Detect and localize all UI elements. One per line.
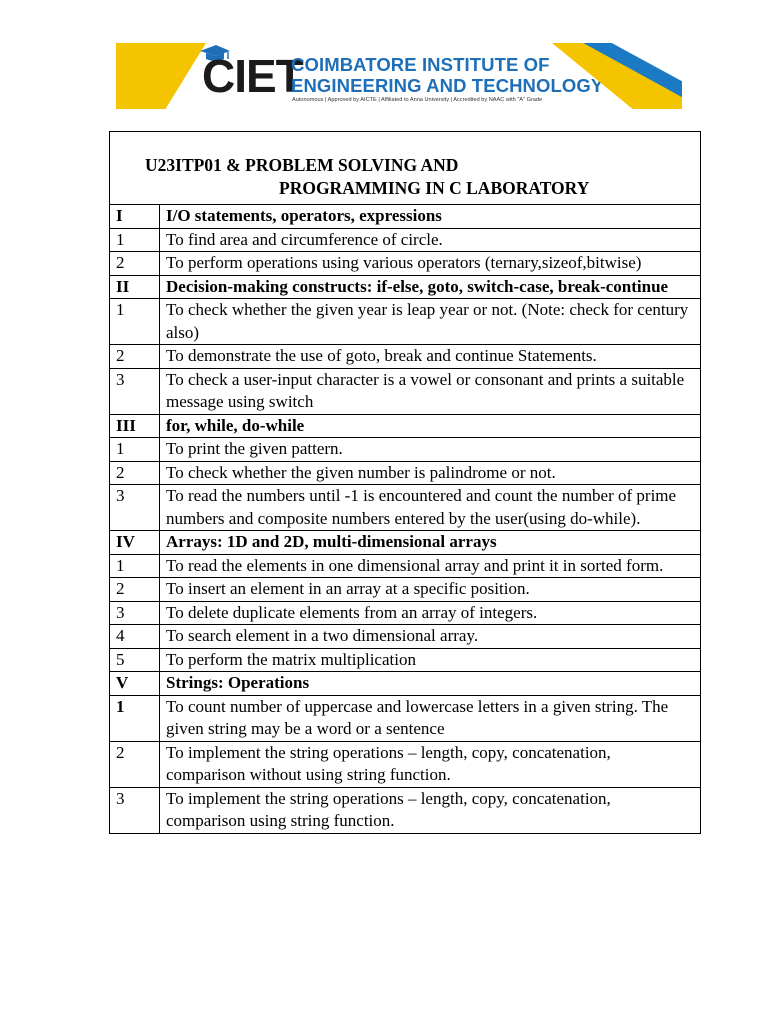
experiment-number: 3 (110, 601, 160, 625)
institution-name-line1: COIMBATORE INSTITUTE OF (291, 54, 550, 75)
experiment-row (110, 741, 701, 787)
experiment-description: To search element in a two dimensional array. (160, 625, 701, 649)
unit-number: V (110, 672, 160, 696)
institution-accreditation: Autonomous | Approved by AICTE | Affiliated to Anna University | Accredited by NAAC with "A" Grade (292, 97, 543, 103)
unit-heading-row (110, 672, 701, 696)
course-title-line2: PROGRAMMING IN C LABORATORY (279, 178, 590, 198)
experiment-row (110, 625, 701, 649)
course-title (110, 132, 701, 205)
experiment-number: 3 (110, 485, 160, 531)
experiment-description: To find area and circumference of circle. (160, 228, 701, 252)
logo-wordmark: CIET (202, 50, 303, 102)
experiment-row (110, 368, 701, 414)
unit-title: I/O statements, operators, expressions (160, 205, 701, 229)
banner-left-stripe (116, 43, 206, 109)
experiment-number: 1 (110, 554, 160, 578)
experiment-number: 2 (110, 578, 160, 602)
experiment-row (110, 485, 701, 531)
unit-number: II (110, 275, 160, 299)
unit-heading-row (110, 275, 701, 299)
experiment-number: 1 (110, 695, 160, 741)
unit-number: IV (110, 531, 160, 555)
experiment-row (110, 345, 701, 369)
experiment-description: To implement the string operations – length, copy, concatenation, comparison using string function. (160, 787, 701, 833)
experiment-row (110, 228, 701, 252)
unit-title: for, while, do-while (160, 414, 701, 438)
unit-title: Strings: Operations (160, 672, 701, 696)
unit-heading-row (110, 531, 701, 555)
experiment-number: 4 (110, 625, 160, 649)
experiment-description: To check whether the given year is leap year or not. (Note: check for century also) (160, 299, 701, 345)
experiment-number: 2 (110, 345, 160, 369)
experiment-row (110, 787, 701, 833)
institution-banner (116, 43, 682, 109)
experiment-row (110, 554, 701, 578)
unit-title: Arrays: 1D and 2D, multi-dimensional arrays (160, 531, 701, 555)
unit-heading-row (110, 205, 701, 229)
experiment-row (110, 578, 701, 602)
experiment-number: 2 (110, 252, 160, 276)
experiment-number: 2 (110, 461, 160, 485)
experiment-description: To read the numbers until -1 is encountered and count the number of prime numbers and composite numbers entered by the user(using do-while). (160, 485, 701, 531)
experiment-description: To implement the string operations – length, copy, concatenation, comparison without using string function. (160, 741, 701, 787)
experiment-number: 1 (110, 299, 160, 345)
banner-right-stripe (552, 43, 682, 109)
institution-name-line2: ENGINEERING AND TECHNOLOGY (291, 75, 604, 96)
experiment-description: To perform the matrix multiplication (160, 648, 701, 672)
unit-heading-row (110, 414, 701, 438)
unit-title: Decision-making constructs: if-else, goto, switch-case, break-continue (160, 275, 701, 299)
experiment-description: To demonstrate the use of goto, break and continue Statements. (160, 345, 701, 369)
syllabus-table (109, 131, 701, 834)
experiment-description: To check a user-input character is a vowel or consonant and prints a suitable message using switch (160, 368, 701, 414)
experiment-row (110, 648, 701, 672)
experiment-description: To read the elements in one dimensional array and print it in sorted form. (160, 554, 701, 578)
unit-number: I (110, 205, 160, 229)
experiment-description: To count number of uppercase and lowercase letters in a given string. The given string may be a word or a sentence (160, 695, 701, 741)
experiment-description: To print the given pattern. (160, 438, 701, 462)
experiment-row (110, 438, 701, 462)
course-title-row (110, 132, 701, 205)
experiment-row (110, 601, 701, 625)
experiment-row (110, 252, 701, 276)
course-title-line1: U23ITP01 & PROBLEM SOLVING AND (145, 155, 459, 175)
experiment-number: 1 (110, 228, 160, 252)
experiment-row (110, 695, 701, 741)
experiment-description: To perform operations using various operators (ternary,sizeof,bitwise) (160, 252, 701, 276)
experiment-row (110, 299, 701, 345)
experiment-description: To check whether the given number is palindrome or not. (160, 461, 701, 485)
experiment-number: 5 (110, 648, 160, 672)
experiment-number: 3 (110, 787, 160, 833)
experiment-description: To insert an element in an array at a specific position. (160, 578, 701, 602)
experiment-number: 1 (110, 438, 160, 462)
experiment-number: 2 (110, 741, 160, 787)
experiment-number: 3 (110, 368, 160, 414)
experiment-description: To delete duplicate elements from an array of integers. (160, 601, 701, 625)
unit-number: III (110, 414, 160, 438)
experiment-row (110, 461, 701, 485)
